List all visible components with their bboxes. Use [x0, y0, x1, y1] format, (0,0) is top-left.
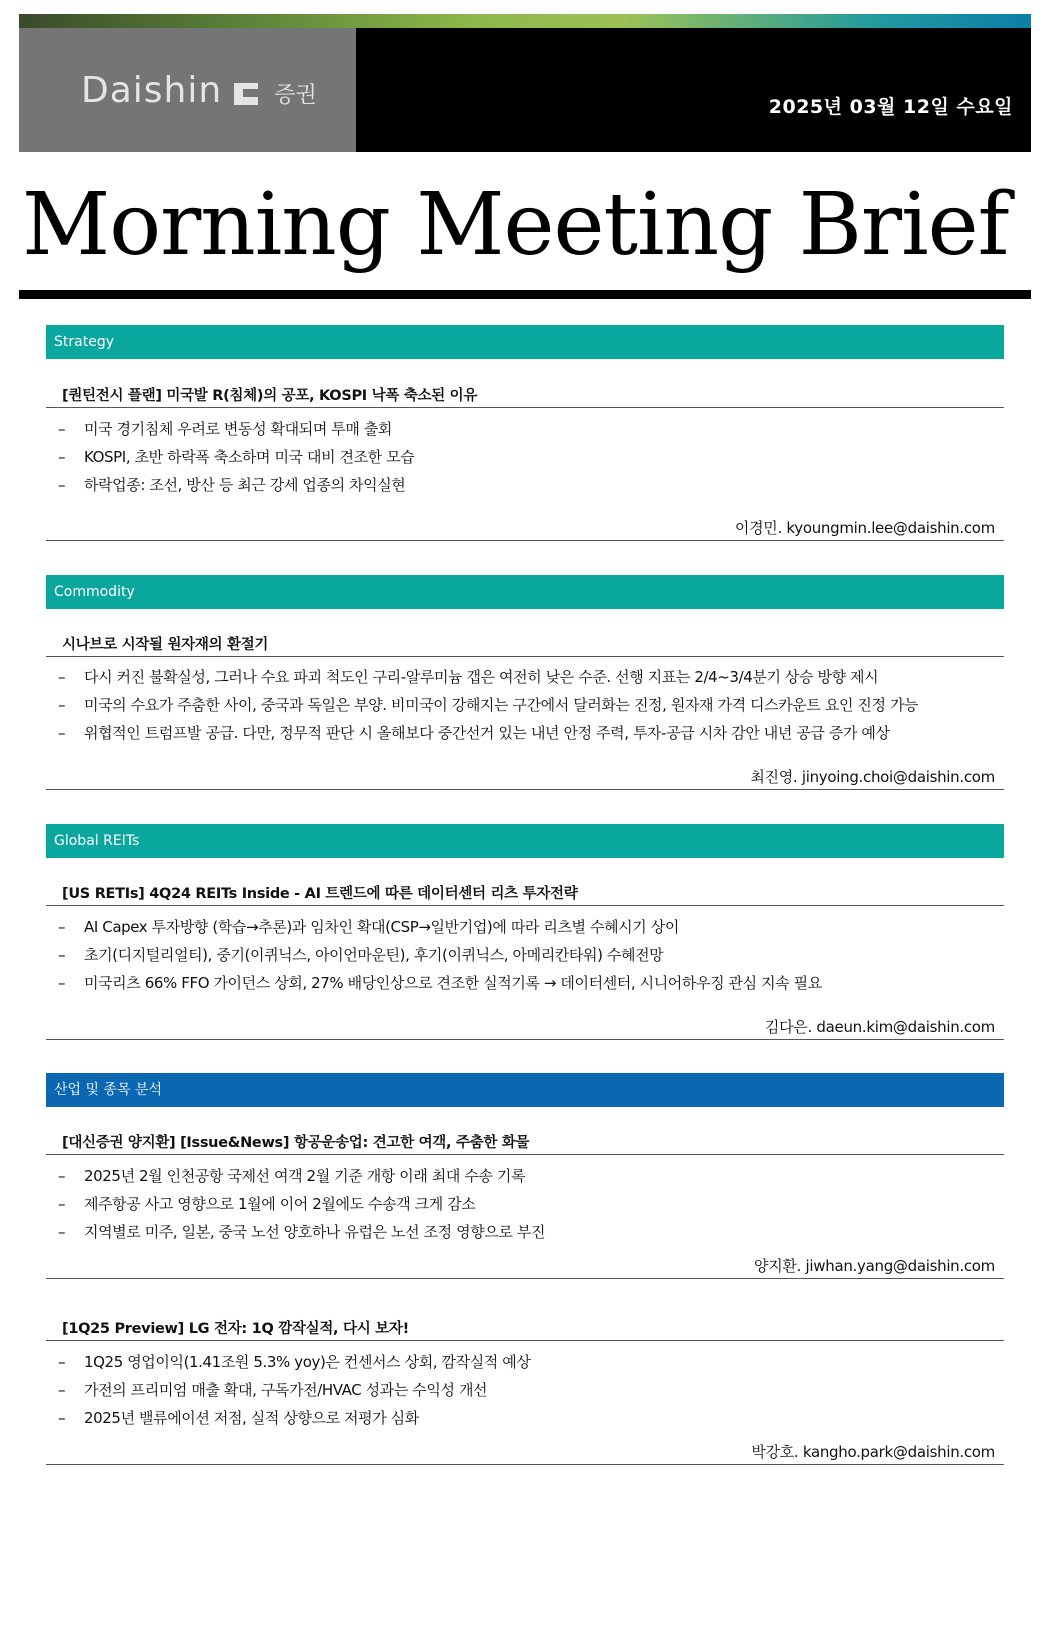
bullet-item: – 가전의 프리미엄 매출 확대, 구독가전/HVAC 성과는 수익성 개선	[58, 1381, 488, 1399]
article-title[interactable]: [대신증권 양지환] [Issue&News] 항공운송업: 견고한 여객, 주춤한 화물	[62, 1135, 530, 1151]
article-author[interactable]: 김다은. daeun.kim@daishin.com	[764, 1018, 995, 1036]
bullet-item: – AI Capex 투자방향 (학습→추론)과 임차인 확대(CSP→일반기업)에 따라 리츠별 수혜시기 상이	[58, 918, 679, 936]
article-title-rule	[46, 1154, 1004, 1155]
article-end-rule	[46, 1464, 1004, 1465]
bullet-item: – KOSPI, 초반 하락폭 축소하며 미국 대비 견조한 모습	[58, 448, 415, 466]
bullet-item: – 미국 경기침체 우려로 변동성 확대되며 투매 출회	[58, 420, 393, 438]
article-title-rule	[46, 656, 1004, 657]
bullet-item: – 미국의 수요가 주춤한 사이, 중국과 독일은 부양. 비미국이 강해지는 구간에서 달러화는 진정, 원자재 가격 디스카운트 요인 진정 가능	[58, 696, 919, 714]
brand-logo	[19, 28, 356, 152]
article-title[interactable]: [1Q25 Preview] LG 전자: 1Q 깜작실적, 다시 보자!	[62, 1321, 409, 1337]
article-bullet-list	[58, 1348, 530, 1432]
article-end-rule	[46, 1039, 1004, 1040]
article-title[interactable]: [퀀틴전시 플랜] 미국발 R(침체)의 공포, KOSPI 낙폭 축소된 이유	[62, 388, 478, 404]
article-bullet-list	[58, 913, 822, 997]
article-author[interactable]: 이경민. kyoungmin.lee@daishin.com	[734, 519, 995, 537]
section-header-commodity: Commodity	[46, 575, 1004, 609]
bullet-item: – 2025년 밸류에이션 저점, 실적 상향으로 저평가 심화	[58, 1409, 419, 1427]
article-bullet-list	[58, 415, 414, 499]
bullet-item: – 다시 커진 불확실성, 그러나 수요 파괴 척도인 구리-알루미늄 갭은 여전히 낮은 수준. 선행 지표는 2/4~3/4분기 상승 방향 제시	[58, 668, 879, 686]
article-end-rule	[46, 1278, 1004, 1279]
bullet-item: – 미국리츠 66% FFO 가이던스 상회, 27% 배당인상으로 견조한 실적기록 → 데이터센터, 시니어하우징 관심 지속 필요	[58, 974, 822, 992]
page-title: Morning Meeting Brief	[22, 175, 1009, 275]
section-header-strategy: Strategy	[46, 325, 1004, 359]
article-title-rule	[46, 1340, 1004, 1341]
section-header-global-reits: Global REITs	[46, 824, 1004, 858]
article-author[interactable]: 박강호. kangho.park@daishin.com	[751, 1443, 995, 1461]
bullet-item: – 하락업종: 조선, 방산 등 최근 강세 업종의 차익실현	[58, 476, 406, 494]
title-divider	[19, 290, 1031, 299]
header-black-panel	[356, 28, 1031, 152]
article-end-rule	[46, 789, 1004, 790]
article-title-rule	[46, 905, 1004, 906]
logo-korean-text: 증권	[274, 82, 317, 108]
article-title-rule	[46, 407, 1004, 408]
article-title[interactable]: 시나브로 시작될 원자재의 환절기	[62, 637, 269, 653]
bullet-item: – 2025년 2월 인천공항 국제선 여객 2월 기준 개항 이래 최대 수송 기록	[58, 1167, 526, 1185]
article-bullet-list	[58, 663, 918, 747]
bullet-item: – 지역별로 미주, 일본, 중국 노선 양호하나 유럽은 노선 조정 영향으로 부진	[58, 1223, 546, 1241]
article-title[interactable]: [US RETIs] 4Q24 REITs Inside - AI 트렌드에 따른 데이터센터 리츠 투자전략	[62, 886, 578, 902]
bullet-item: – 1Q25 영업이익(1.41조원 5.3% yoy)은 컨센서스 상회, 깜작실적 예상	[58, 1353, 531, 1371]
logo-mark-icon	[234, 77, 264, 107]
issue-date: 2025년 03월 12일 수요일	[768, 96, 1013, 118]
logo-wordmark: Daishin	[81, 69, 223, 111]
section-header-industry-analysis: 산업 및 종목 분석	[46, 1073, 1004, 1107]
article-author[interactable]: 양지환. jiwhan.yang@daishin.com	[754, 1257, 995, 1275]
bullet-item: – 위협적인 트럼프발 공급. 다만, 정무적 판단 시 올해보다 중간선거 있는 내년 안정 주력, 투자-공급 시차 감안 내년 공급 증가 예상	[58, 724, 890, 742]
article-author[interactable]: 최진영. jinyoing.choi@daishin.com	[750, 768, 995, 786]
bullet-item: – 초기(디지털리얼티), 중기(이퀴닉스, 아이언마운틴), 후기(이퀴닉스, 아메리칸타워) 수혜전망	[58, 946, 664, 964]
header-gradient-strip	[19, 14, 1031, 28]
article-end-rule	[46, 540, 1004, 541]
article-bullet-list	[58, 1162, 545, 1246]
bullet-item: – 제주항공 사고 영향으로 1월에 이어 2월에도 수송객 크게 감소	[58, 1195, 476, 1213]
